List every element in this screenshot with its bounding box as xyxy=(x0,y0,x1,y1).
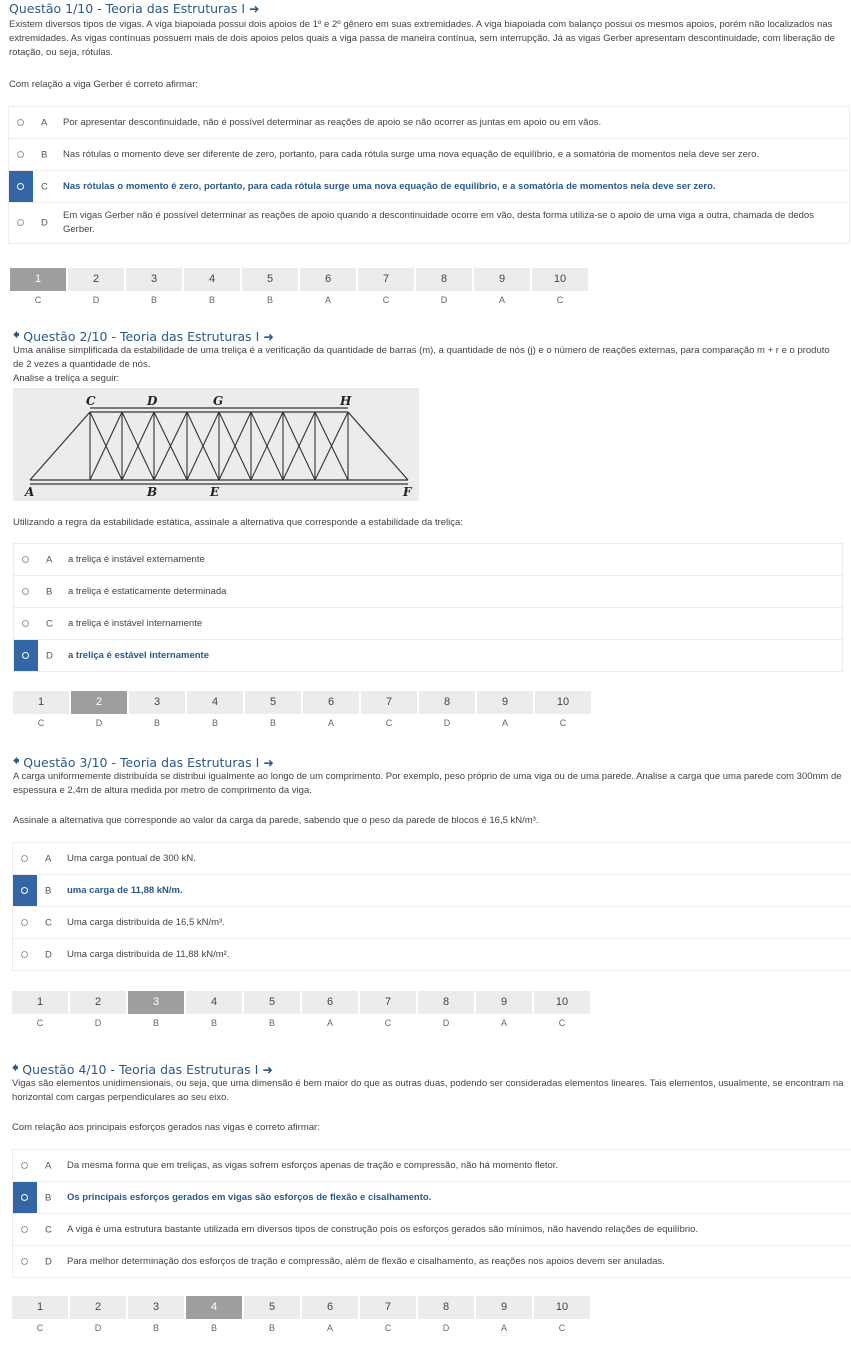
nav-answer: A xyxy=(326,1323,333,1333)
nav-answer: D xyxy=(92,295,100,305)
nav-answer: B xyxy=(268,1018,275,1028)
truss-label-bottom: A xyxy=(25,485,35,499)
nav-number[interactable]: 5 xyxy=(245,691,301,714)
nav-question-2[interactable] xyxy=(71,691,127,728)
truss-diagram xyxy=(13,388,419,501)
nav-answer: B xyxy=(152,1323,159,1333)
nav-answer: B xyxy=(269,718,276,728)
nav-question-6[interactable] xyxy=(302,1296,358,1333)
option-text: Uma carga distribuída de 11,88 kN/m². xyxy=(67,948,230,960)
nav-number[interactable]: 3 xyxy=(128,991,184,1014)
nav-question-5[interactable] xyxy=(245,691,301,728)
nav-number[interactable]: 10 xyxy=(535,691,591,714)
nav-question-5[interactable] xyxy=(244,1296,300,1333)
radio-button[interactable] xyxy=(22,556,29,563)
option-text: Para melhor determinação dos esforços de tração e compressão, além de flexão e cisalhamento, as reações nos apoios devem ser anuladas. xyxy=(67,1255,665,1267)
nav-question-7[interactable] xyxy=(360,1296,416,1333)
option-a[interactable] xyxy=(9,107,849,138)
option-letter: B xyxy=(45,885,52,896)
nav-question-4[interactable] xyxy=(187,691,243,728)
option-letter: C xyxy=(46,618,53,629)
radio-button[interactable] xyxy=(22,652,29,659)
nav-number[interactable]: 6 xyxy=(302,991,358,1014)
truss-label-top: C xyxy=(86,394,96,408)
radio-button[interactable] xyxy=(21,1194,28,1201)
option-text: Nas rótulas o momento deve ser diferente de zero, portanto, para cada rótula surge uma nova equação de equilíbrio, e a somatória de momentos nela deve ser zero. xyxy=(63,148,760,160)
nav-answer: C xyxy=(385,718,393,728)
nav-number[interactable]: 8 xyxy=(418,1296,474,1319)
nav-number[interactable]: 3 xyxy=(126,268,182,291)
nav-answer: A xyxy=(500,1323,507,1333)
options-list xyxy=(8,106,850,244)
question-title-text: Questão 3/10 - Teoria das Estruturas I xyxy=(23,755,260,770)
nav-number[interactable]: 8 xyxy=(419,691,475,714)
truss-figure xyxy=(13,388,419,501)
nav-question-8[interactable] xyxy=(418,1296,474,1333)
nav-number[interactable]: 4 xyxy=(186,991,242,1014)
nav-number[interactable]: 5 xyxy=(242,268,298,291)
nav-question-1[interactable] xyxy=(10,268,66,305)
nav-answer: D xyxy=(443,718,451,728)
nav-question-1[interactable] xyxy=(12,1296,68,1333)
nav-question-5[interactable] xyxy=(244,991,300,1028)
question-4-prompt: Com relação aos principais esforços gerados nas vigas é correto afirmar: xyxy=(12,1122,320,1133)
nav-answer: B xyxy=(152,1018,159,1028)
nav-answer: A xyxy=(498,295,505,305)
option-c[interactable] xyxy=(9,170,849,202)
nav-number[interactable]: 9 xyxy=(474,268,530,291)
nav-question-3[interactable] xyxy=(128,991,184,1028)
nav-number[interactable]: 8 xyxy=(416,268,472,291)
nav-answer: A xyxy=(500,1018,507,1028)
options-list xyxy=(13,543,843,672)
nav-number[interactable]: 8 xyxy=(418,991,474,1014)
nav-question-9[interactable] xyxy=(476,991,532,1028)
question-1-title xyxy=(9,0,260,16)
nav-answer: B xyxy=(153,718,160,728)
nav-question-6[interactable] xyxy=(300,268,356,305)
nav-answer: A xyxy=(501,718,508,728)
radio-button[interactable] xyxy=(21,1162,28,1169)
arrow-left-icon[interactable]: 🠸 xyxy=(13,753,20,768)
nav-answer: C xyxy=(384,1323,392,1333)
nav-answer: C xyxy=(36,1323,44,1333)
option-text: a treliça é instável externamente xyxy=(68,553,205,565)
nav-question-6[interactable] xyxy=(303,691,359,728)
option-text: Os principais esforços gerados em vigas são esforços de flexão e cisalhamento. xyxy=(67,1191,432,1203)
arrow-right-icon[interactable]: ➜ xyxy=(249,1,260,16)
option-a[interactable] xyxy=(13,1150,851,1181)
nav-question-9[interactable] xyxy=(476,1296,532,1333)
nav-number[interactable]: 10 xyxy=(534,991,590,1014)
nav-number[interactable]: 10 xyxy=(534,1296,590,1319)
radio-button[interactable] xyxy=(21,887,28,894)
nav-number[interactable]: 2 xyxy=(68,268,124,291)
option-text: a treliça é instável internamente xyxy=(68,617,203,629)
option-b[interactable] xyxy=(13,1181,851,1213)
nav-question-2[interactable] xyxy=(68,268,124,305)
option-letter: C xyxy=(45,917,52,928)
option-text: Por apresentar descontinuidade, não é possível determinar as reações de apoio se não ocorrer as juntas em apoio ou em vãos. xyxy=(63,116,602,128)
nav-question-9[interactable] xyxy=(477,691,533,728)
option-letter: B xyxy=(41,149,48,160)
nav-question-7[interactable] xyxy=(358,268,414,305)
option-d[interactable] xyxy=(13,1245,851,1277)
nav-answer: C xyxy=(556,295,564,305)
option-text: Em vigas Gerber não é possível determinar as reações de apoio quando a descontinuidade ocorre em vão, desta forma utiliza-se o apoio de uma viga a outra, chamada de dedos Gerber. xyxy=(63,210,814,235)
nav-question-5[interactable] xyxy=(242,268,298,305)
truss-label-bottom: E xyxy=(210,485,220,499)
question-3-statement: A carga uniformemente distribuída se distribui igualmente ao longo de um comprimento. Por exemplo, peso próprio de uma viga ou de uma parede. Analise a carga que uma parede com 300mm de espessura e 2,4m de altura medida por metro de comprimento da viga. xyxy=(13,771,842,796)
nav-number[interactable]: 9 xyxy=(477,691,533,714)
nav-number[interactable]: 5 xyxy=(244,991,300,1014)
option-text: a treliça é estável internamente xyxy=(68,649,209,661)
option-letter: D xyxy=(45,1256,52,1267)
radio-button[interactable] xyxy=(22,588,29,595)
nav-number[interactable]: 7 xyxy=(361,691,417,714)
nav-question-1[interactable] xyxy=(12,991,68,1028)
nav-answer: D xyxy=(442,1323,450,1333)
options-list xyxy=(12,842,851,971)
question-4-statement: Vigas são elementos unidimensionais, ou seja, que uma dimensão é bem maior do que as outras duas, podendo ser consideradas elementos lineares. Tais elementos, usualmente, se encontram na horizontal com cargas perpendiculares ao seu eixo. xyxy=(12,1078,844,1103)
option-a[interactable] xyxy=(13,843,851,874)
option-letter: A xyxy=(45,1160,52,1171)
question-title-text: Questão 1/10 - Teoria das Estruturas I xyxy=(9,1,246,16)
option-d[interactable] xyxy=(9,202,849,243)
arrow-left-icon[interactable]: 🠸 xyxy=(12,1060,19,1075)
nav-answer: C xyxy=(559,718,567,728)
radio-button[interactable] xyxy=(17,151,24,158)
question-1-statement: Existem diversos tipos de vigas. A viga biapoiada possui dois apoios de 1º e 2º gênero em suas extremidades. A viga biapoiada com balanço possui os mesmos apoios, porém não localizados nas extremidades. As vigas contínuas possuem mais de dois apoios pelos quais a viga passa de maneira contínua, sem interrupção. Já as vigas Gerber apresentam descontinuidade, com liberação de rotação, ou seja, rótulas. xyxy=(9,19,835,58)
nav-answer: B xyxy=(266,295,273,305)
option-text: A viga é uma estrutura bastante utilizada em diversos tipos de construção pois os esforços gerados são mínimos, não havendo relações de equilíbrio. xyxy=(67,1223,699,1235)
question-1-prompt: Com relação a viga Gerber é correto afirmar: xyxy=(9,79,199,90)
nav-answer: A xyxy=(327,718,334,728)
option-text: uma carga de 11,88 kN/m. xyxy=(67,884,183,896)
nav-answer: B xyxy=(210,1323,217,1333)
nav-number[interactable]: 1 xyxy=(10,268,66,291)
nav-number[interactable]: 2 xyxy=(70,1296,126,1319)
question-title-text: Questão 2/10 - Teoria das Estruturas I xyxy=(23,329,260,344)
option-letter: B xyxy=(45,1192,52,1203)
nav-number[interactable]: 1 xyxy=(12,1296,68,1319)
nav-question-4[interactable] xyxy=(184,268,240,305)
option-text: Da mesma forma que em treliças, as vigas sofrem esforços apenas de tração e compressão, não há momento fletor. xyxy=(67,1159,559,1171)
radio-button[interactable] xyxy=(22,620,29,627)
nav-question-3[interactable] xyxy=(126,268,182,305)
nav-question-4[interactable] xyxy=(186,1296,242,1333)
option-letter: A xyxy=(41,117,48,128)
nav-number[interactable]: 10 xyxy=(532,268,588,291)
nav-number[interactable]: 4 xyxy=(187,691,243,714)
nav-question-10[interactable] xyxy=(534,991,590,1028)
arrow-left-icon[interactable]: 🠸 xyxy=(13,327,20,342)
nav-question-4[interactable] xyxy=(186,991,242,1028)
option-letter: D xyxy=(41,217,48,229)
nav-question-7[interactable] xyxy=(361,691,417,728)
nav-question-10[interactable] xyxy=(532,268,588,305)
option-c[interactable] xyxy=(13,1213,851,1245)
nav-number[interactable]: 4 xyxy=(184,268,240,291)
radio-button[interactable] xyxy=(21,1258,28,1265)
radio-button[interactable] xyxy=(17,119,24,126)
question-title-text: Questão 4/10 - Teoria das Estruturas I xyxy=(22,1062,259,1077)
nav-answer: B xyxy=(211,718,218,728)
nav-number[interactable]: 7 xyxy=(358,268,414,291)
nav-answer: D xyxy=(94,1018,102,1028)
option-c[interactable] xyxy=(13,906,851,938)
nav-number[interactable]: 7 xyxy=(360,991,416,1014)
nav-number[interactable]: 6 xyxy=(300,268,356,291)
truss-label-top: D xyxy=(147,394,158,408)
radio-button[interactable] xyxy=(21,1226,28,1233)
nav-number[interactable]: 9 xyxy=(476,1296,532,1319)
question-2-statement: Uma análise simplificada da estabilidade de uma treliça é a verificação da quantidade de barras (m), a quantidade de nós (j) e o número de reações externas, para comparação m + r e o produto de 2 vezes a quantidade de nós. xyxy=(13,345,830,370)
nav-answer: C xyxy=(36,1018,44,1028)
nav-number[interactable]: 1 xyxy=(13,691,69,714)
option-d[interactable] xyxy=(14,639,842,671)
nav-number[interactable]: 9 xyxy=(476,991,532,1014)
radio-button[interactable] xyxy=(21,951,28,958)
nav-answer: C xyxy=(34,295,42,305)
option-b[interactable] xyxy=(13,874,851,906)
radio-button[interactable] xyxy=(21,855,28,862)
nav-number[interactable]: 3 xyxy=(129,691,185,714)
arrow-right-icon[interactable]: ➜ xyxy=(262,1062,273,1077)
nav-answer: D xyxy=(440,295,448,305)
nav-answer: B xyxy=(210,1018,217,1028)
nav-number[interactable]: 6 xyxy=(302,1296,358,1319)
nav-question-8[interactable] xyxy=(419,691,475,728)
question-3-prompt: Assinale a alternativa que corresponde ao valor da carga da parede, sabendo que o peso da parede de blocos é 16,5 kN/m³. xyxy=(13,815,539,826)
nav-number[interactable]: 1 xyxy=(12,991,68,1014)
option-letter: C xyxy=(45,1224,52,1235)
truss-label-top: H xyxy=(340,394,352,408)
radio-button[interactable] xyxy=(21,919,28,926)
option-text: Uma carga distribuída de 16,5 kN/m³. xyxy=(67,916,225,928)
option-letter: A xyxy=(45,853,52,864)
nav-answer: D xyxy=(442,1018,450,1028)
nav-answer: C xyxy=(558,1018,566,1028)
option-text: Uma carga pontual de 300 kN. xyxy=(67,852,196,864)
option-b[interactable] xyxy=(14,575,842,607)
nav-question-7[interactable] xyxy=(360,991,416,1028)
nav-question-9[interactable] xyxy=(474,268,530,305)
nav-number[interactable]: 6 xyxy=(303,691,359,714)
nav-question-10[interactable] xyxy=(535,691,591,728)
nav-answer: C xyxy=(382,295,390,305)
nav-question-1[interactable] xyxy=(13,691,69,728)
nav-answer: C xyxy=(558,1323,566,1333)
option-letter: B xyxy=(46,586,53,597)
truss-label-bottom: F xyxy=(403,485,412,499)
nav-answer: C xyxy=(37,718,45,728)
nav-answer: A xyxy=(324,295,331,305)
nav-question-6[interactable] xyxy=(302,991,358,1028)
nav-question-8[interactable] xyxy=(416,268,472,305)
nav-answer: B xyxy=(150,295,157,305)
nav-number[interactable]: 7 xyxy=(360,1296,416,1319)
option-d[interactable] xyxy=(13,938,851,970)
nav-answer: C xyxy=(384,1018,392,1028)
truss-label-bottom: B xyxy=(147,485,158,499)
nav-answer: B xyxy=(208,295,215,305)
options-list xyxy=(12,1149,851,1278)
arrow-right-icon[interactable]: ➜ xyxy=(263,755,274,770)
nav-question-3[interactable] xyxy=(128,1296,184,1333)
question-2-analyse: Analise a treliça a seguir: xyxy=(13,373,120,384)
nav-number[interactable]: 5 xyxy=(244,1296,300,1319)
nav-number[interactable]: 3 xyxy=(128,1296,184,1319)
nav-question-2[interactable] xyxy=(70,1296,126,1333)
nav-answer: B xyxy=(268,1323,275,1333)
option-letter: D xyxy=(45,949,52,960)
nav-answer: D xyxy=(95,718,103,728)
nav-question-2[interactable] xyxy=(70,991,126,1028)
option-text: Nas rótulas o momento é zero, portanto, para cada rótula surge uma nova equação de equilíbrio, e a somatória de momentos nela deve ser zero. xyxy=(63,180,716,192)
radio-button[interactable] xyxy=(17,219,24,226)
question-2-prompt: Utilizando a regra da estabilidade estática, assinale a alternativa que corresponde a estabilidade da treliça: xyxy=(13,517,463,528)
nav-answer: A xyxy=(326,1018,333,1028)
option-b[interactable] xyxy=(9,138,849,170)
truss-label-top: G xyxy=(213,394,224,408)
radio-button[interactable] xyxy=(17,183,24,190)
nav-number[interactable]: 4 xyxy=(186,1296,242,1319)
option-letter: D xyxy=(46,650,53,661)
option-letter: A xyxy=(46,554,53,565)
arrow-right-icon[interactable]: ➜ xyxy=(263,329,274,344)
nav-answer: D xyxy=(94,1323,102,1333)
nav-question-8[interactable] xyxy=(418,991,474,1028)
option-text: a treliça é estaticamente determinada xyxy=(68,585,227,597)
nav-number[interactable]: 2 xyxy=(70,991,126,1014)
option-a[interactable] xyxy=(14,544,842,575)
option-c[interactable] xyxy=(14,607,842,639)
nav-number[interactable]: 2 xyxy=(71,691,127,714)
option-letter: C xyxy=(41,181,48,192)
nav-question-3[interactable] xyxy=(129,691,185,728)
nav-question-10[interactable] xyxy=(534,1296,590,1333)
